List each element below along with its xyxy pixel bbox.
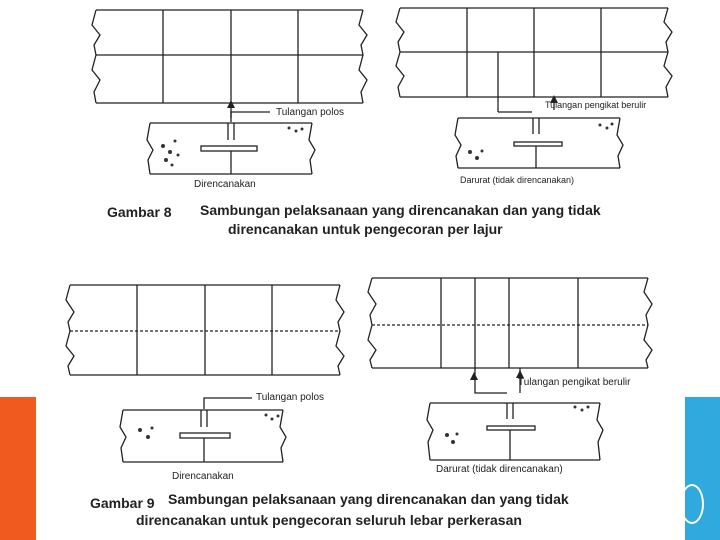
fig8-left-slab-plan [92, 10, 367, 103]
fig9-left-sublabel: Direncanakan [172, 471, 234, 482]
fig8-right-sublabel: Darurat (tidak direncanakan) [460, 175, 575, 185]
fig8-right-rebar-label: Tulangan pengikat berulir [545, 100, 647, 110]
fig8-caption-number: Gambar 8 [107, 204, 172, 220]
fig9-left-slab-plan [66, 285, 344, 375]
fig8-left-rebar-label: Tulangan polos [276, 107, 345, 118]
fig8-right-slab-plan [396, 8, 672, 97]
fig9-right-sublabel: Darurat (tidak direncanakan) [436, 464, 563, 475]
fig9-right-rebar-label: Tulangan pengikat berulir [518, 377, 631, 388]
fig8-left-sublabel: Direncanakan [194, 179, 256, 190]
fig9-caption-line1: Sambungan pelaksanaan yang direncanakan dan yang tidak [168, 491, 569, 507]
fig8-caption-line1: Sambungan pelaksanaan yang direncanakan dan yang tidak [200, 202, 601, 218]
fig9-caption-number: Gambar 9 [90, 495, 155, 511]
aggregate-texture [138, 123, 614, 445]
fig9-caption-line2: direncanakan untuk pengecoran seluruh lebar perkerasan [136, 512, 522, 528]
fig9-left-rebar-label: Tulangan polos [256, 392, 325, 403]
fig9-right-slab-plan [368, 278, 652, 368]
fig9-left-joint-section [120, 398, 286, 462]
fig8-caption-line2: direncanakan untuk pengecoran per lajur [228, 221, 503, 237]
